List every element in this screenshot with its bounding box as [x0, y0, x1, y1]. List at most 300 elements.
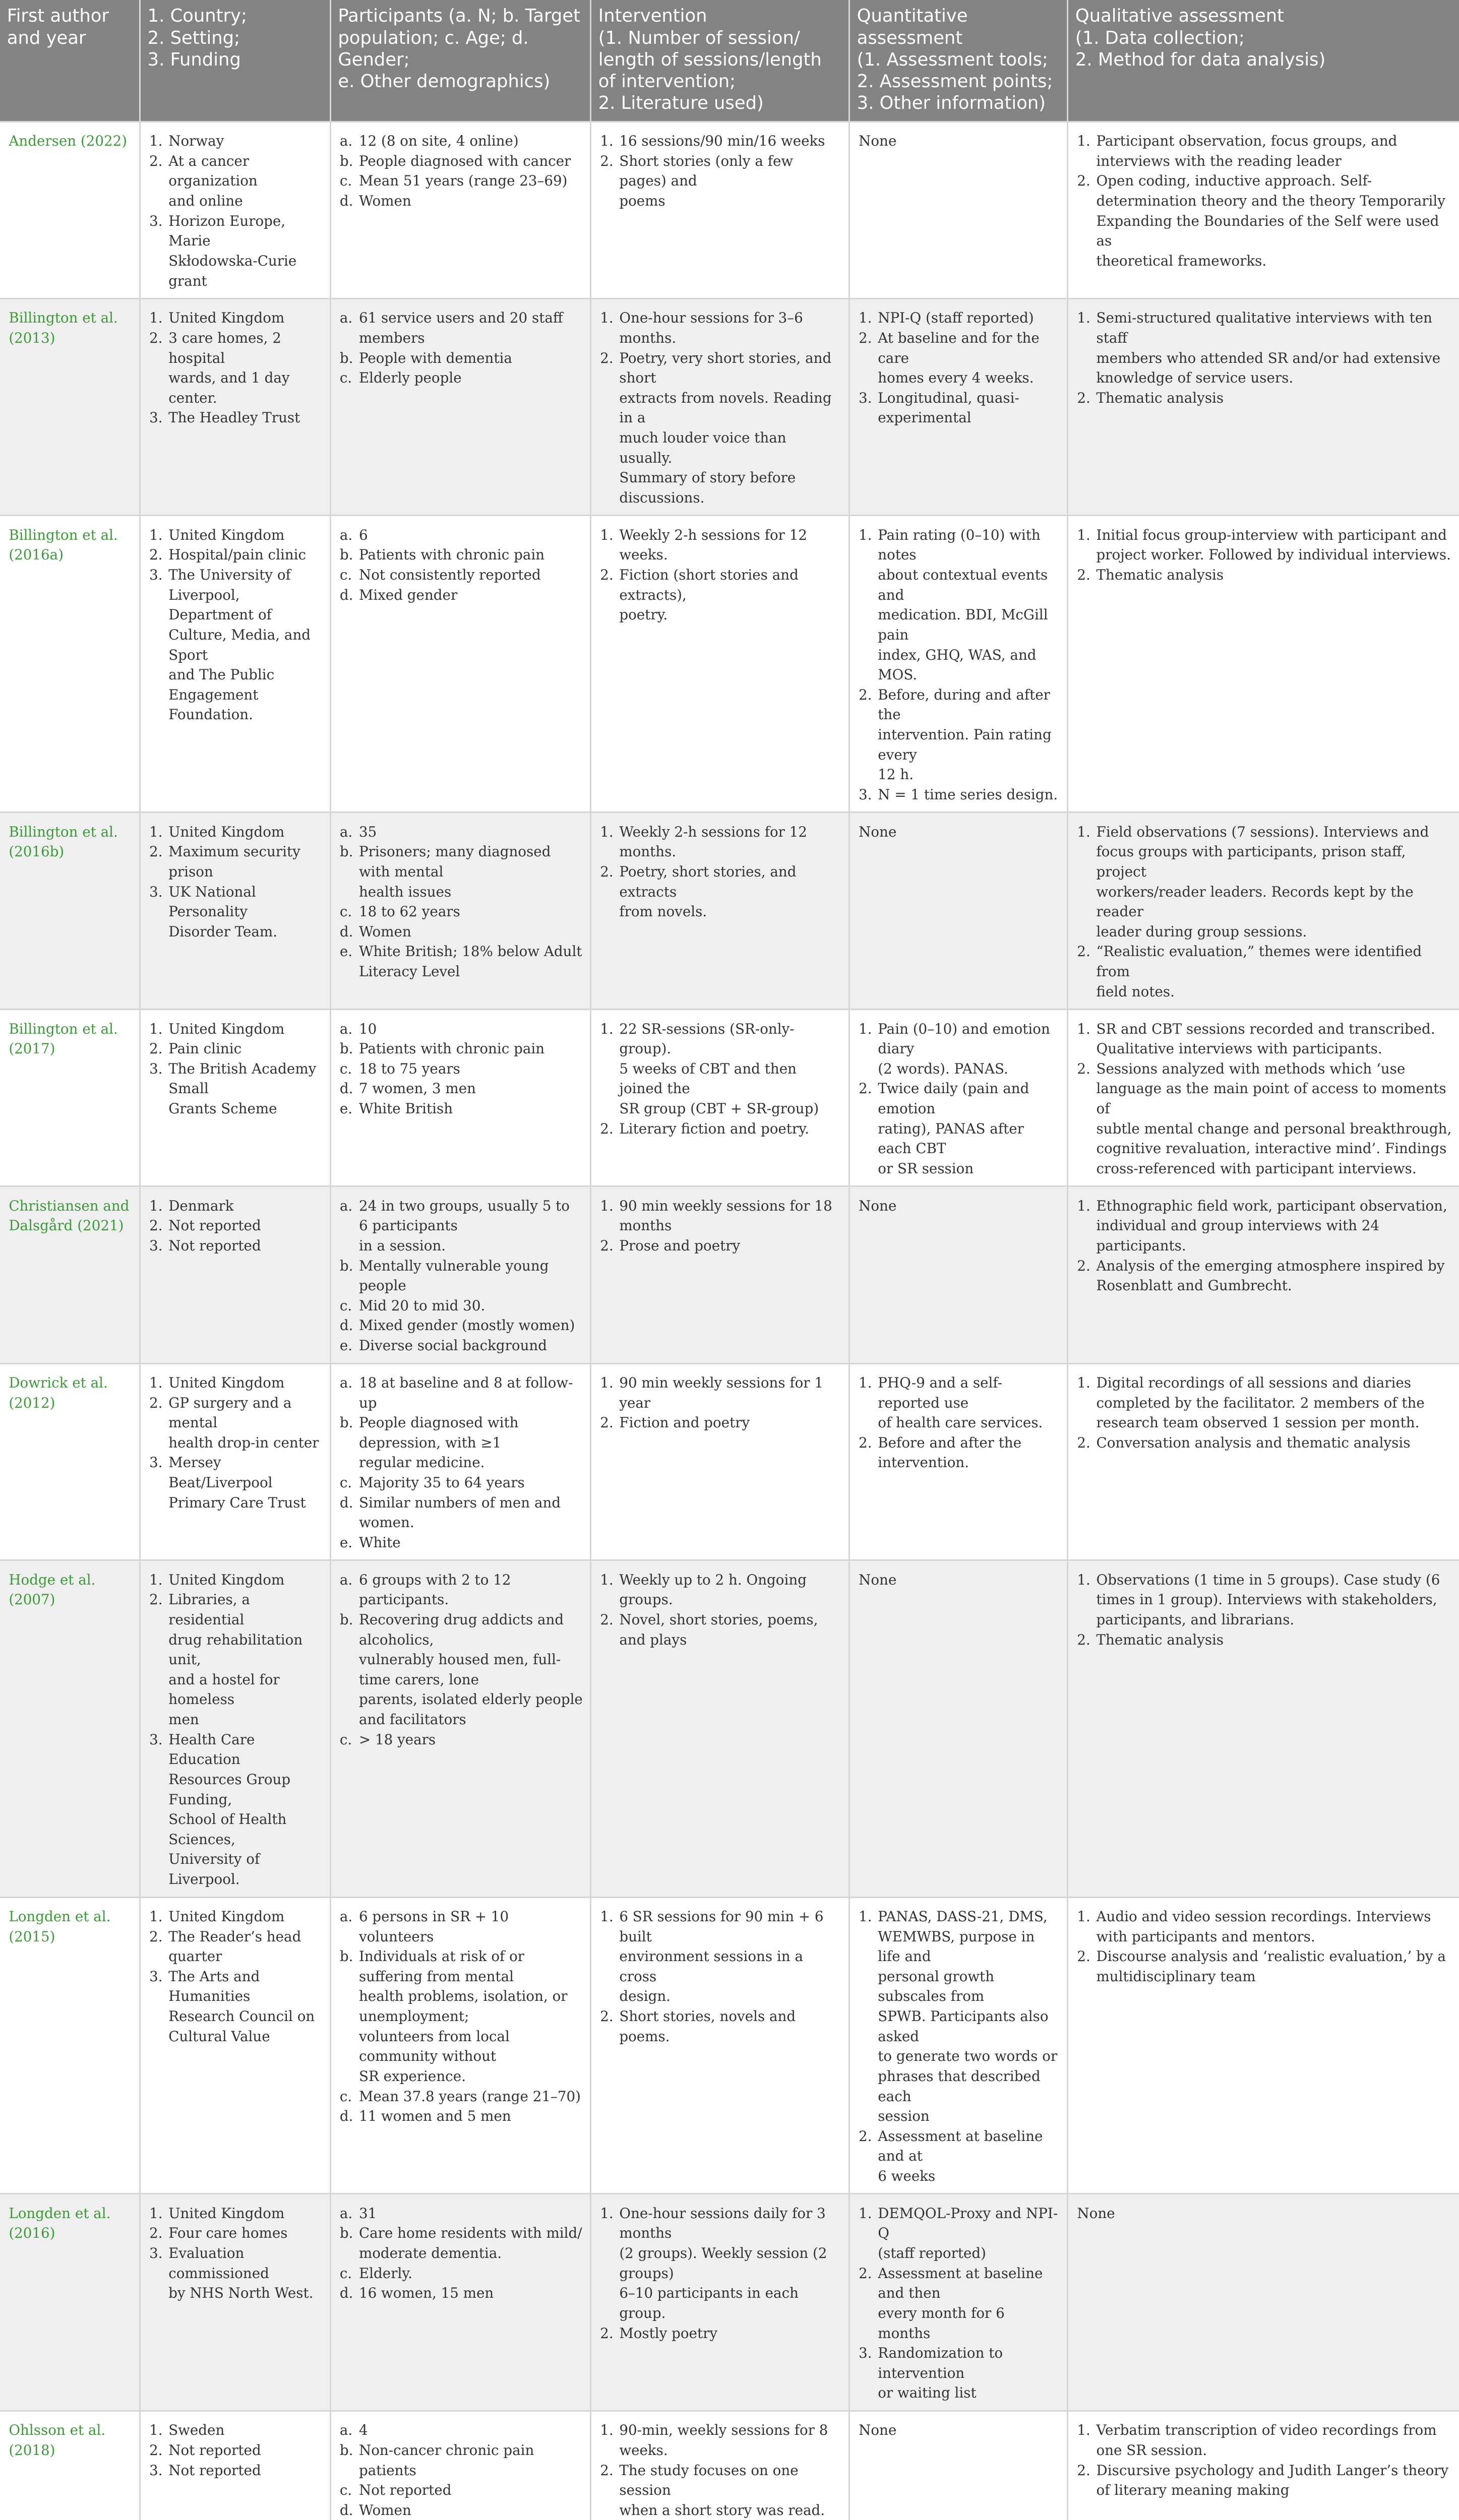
list-item: [859, 1196, 1060, 1216]
list-marker: 2.: [149, 2441, 163, 2459]
header-line: 2. Setting;: [147, 27, 240, 48]
list-item: [340, 2480, 583, 2500]
list-item: [149, 2420, 323, 2440]
list-marker: 2.: [859, 686, 872, 703]
cell-participants: [330, 1010, 590, 1186]
list-text: Elderly people: [358, 369, 462, 387]
list-text: Analysis of the emerging atmosphere inspired by: [1096, 1257, 1445, 1274]
list-marker: 1.: [600, 2422, 614, 2439]
list-text: (2 words). PANAS.: [878, 1060, 1008, 1077]
list-item: [149, 842, 323, 881]
list-text: Short stories (only a few pages) and: [619, 152, 794, 190]
list-item: [340, 1946, 583, 2086]
list-text: Summary of story before discussions.: [619, 469, 796, 506]
list-text: Discourse analysis and ‘realistic evaluation,’ by a: [1096, 1948, 1446, 1965]
list-text: individual and group interviews with 24: [1096, 1217, 1380, 1234]
list-text: None: [859, 1571, 897, 1588]
list-text: Thematic analysis: [1096, 1631, 1224, 1648]
author-line: (2015): [9, 1928, 55, 1945]
list-text: White British: [358, 1100, 453, 1117]
list-text: Liverpool, Department of: [168, 586, 272, 623]
list-text: cognitive revaluation, interactive mind’. Findings: [1096, 1140, 1447, 1157]
list-marker: a.: [339, 1374, 353, 1391]
header-qual: [1068, 0, 1459, 121]
list-marker: 2.: [149, 1217, 163, 1234]
list-text: DEMQOL-Proxy and NPI-Q: [878, 2204, 1058, 2242]
list-marker: 1.: [859, 1374, 872, 1391]
list-item: [600, 1019, 841, 1119]
list-text: Not reported: [168, 2441, 261, 2459]
list-text: workers/reader leaders. Records kept by the reader: [1096, 883, 1414, 920]
table-row: [0, 1560, 1459, 1897]
list-text: People with dementia: [358, 349, 512, 366]
cell-quant: [849, 2194, 1067, 2411]
list-marker: 2.: [1077, 1257, 1090, 1274]
cell-country: [140, 2194, 330, 2411]
list-marker: b.: [339, 152, 353, 169]
header-line: assessment: [857, 27, 963, 48]
cell-participants: [330, 2411, 590, 2520]
list-item: [149, 545, 323, 565]
list-item: [859, 131, 1060, 151]
list-item: [600, 348, 841, 508]
list-text: White: [358, 1534, 401, 1551]
list-marker: 3.: [149, 1968, 163, 1985]
cell-quant: [849, 1363, 1067, 1560]
header-country: [140, 0, 330, 121]
list-item: [149, 1039, 323, 1059]
list-text: cross-referenced with participant interviews.: [1096, 1160, 1417, 1177]
list-marker: c.: [339, 2264, 352, 2282]
cell-participants: [330, 1363, 590, 1560]
list-item: [149, 1570, 323, 1590]
header-line: Quantitative: [857, 6, 968, 27]
list-text: Grants Scheme: [168, 1100, 277, 1117]
list-text: 12 h.: [878, 766, 914, 783]
list-item: [340, 1373, 583, 1413]
header-line: Qualitative assessment: [1075, 6, 1285, 27]
list-text: United Kingdom: [168, 1908, 285, 1925]
list-text: > 18 years: [358, 1731, 436, 1748]
table-row: [0, 2194, 1459, 2411]
list-text: Mostly poetry: [619, 2324, 717, 2342]
list-text: experimental: [878, 409, 971, 426]
cell-participants: [330, 2194, 590, 2411]
list-text: 18 to 75 years: [358, 1060, 460, 1077]
list-marker: 1.: [149, 1571, 163, 1588]
list-item: [340, 368, 583, 388]
list-marker: 2.: [1077, 566, 1090, 583]
list-text: Prose and poetry: [619, 1237, 741, 1254]
cell-intervention: [590, 516, 849, 812]
list-marker: 2.: [149, 1394, 163, 1411]
cell-quant: [849, 812, 1067, 1010]
list-text: Twice daily (pain and emotion: [878, 1080, 1029, 1117]
list-item: [1077, 525, 1452, 565]
list-marker: a.: [339, 1571, 353, 1588]
list-item: [149, 1373, 323, 1393]
list-text: NPI-Q (staff reported): [878, 309, 1034, 327]
list-text: intervention.: [878, 1454, 969, 1471]
list-item: [340, 2500, 583, 2520]
author-line: Billington et al.: [9, 309, 118, 327]
author-line: Christiansen and: [9, 1197, 130, 1214]
header-line: 3. Funding: [147, 49, 241, 70]
list-text: 24 in two groups, usually 5 to 6 participants: [358, 1197, 570, 1234]
author-line: Andersen (2022): [9, 133, 128, 150]
header-line: 2. Method for data analysis): [1075, 49, 1326, 70]
list-item: [340, 131, 583, 151]
list-marker: 3.: [149, 212, 163, 229]
list-item: [600, 1610, 841, 1650]
list-marker: 1.: [600, 309, 614, 327]
list-text: (2 groups). Weekly session (2 groups): [619, 2245, 827, 2282]
list-text: Norway: [168, 133, 224, 150]
list-text: 22 SR-sessions (SR-only-group).: [619, 1020, 795, 1057]
cell-intervention: [590, 1363, 849, 1560]
header-line: 3. Other information): [857, 92, 1046, 113]
list-text: Pain rating (0–10) with notes: [878, 526, 1041, 563]
list-text: personal growth subscales from: [878, 1968, 995, 2005]
cell-author: [0, 2411, 140, 2520]
list-item: [600, 2461, 841, 2520]
list-marker: d.: [339, 193, 353, 209]
list-item: [859, 822, 1060, 842]
list-item: [149, 308, 323, 328]
list-marker: 2.: [1077, 1060, 1090, 1077]
list-marker: 1.: [149, 823, 163, 840]
cell-intervention: [590, 121, 849, 298]
list-marker: 2.: [149, 152, 163, 169]
header-line: population; c. Age; d. Gender;: [338, 27, 529, 70]
list-item: [600, 862, 841, 922]
author-line: (2013): [9, 329, 55, 346]
list-marker: c.: [339, 1731, 352, 1748]
list-marker: 2.: [149, 1591, 163, 1608]
list-marker: 1.: [1077, 2422, 1090, 2439]
list-marker: 2.: [600, 566, 614, 583]
list-item: [340, 1336, 583, 1356]
list-text: participants.: [1096, 1237, 1186, 1254]
list-item: [1077, 1059, 1452, 1179]
list-item: [859, 2343, 1060, 2403]
list-text: to generate two words or: [878, 2048, 1058, 2065]
list-item: [149, 1196, 323, 1216]
list-marker: 1.: [600, 1374, 614, 1391]
list-text: WEMWBS, purpose in life and: [878, 1928, 1035, 1965]
list-marker: 3.: [859, 389, 872, 406]
list-item: [859, 2126, 1060, 2186]
list-text: 6 SR sessions for 90 min + 6 built: [619, 1908, 824, 1945]
list-item: [149, 151, 323, 211]
list-marker: d.: [339, 1494, 353, 1511]
list-text: At baseline and for the care: [878, 329, 1040, 366]
list-marker: 2.: [859, 1080, 872, 1097]
list-text: Individuals at risk of or suffering from mental: [358, 1948, 525, 1985]
list-text: or SR session: [878, 1160, 974, 1177]
list-marker: 1.: [149, 1908, 163, 1925]
list-item: [1077, 2203, 1452, 2224]
list-text: The University of: [168, 566, 291, 583]
list-item: [1077, 565, 1452, 585]
list-text: Four care homes: [168, 2225, 288, 2242]
list-marker: 1.: [600, 1908, 614, 1925]
table-row: [0, 1186, 1459, 1363]
list-text: moderate dementia.: [358, 2245, 502, 2262]
list-item: [149, 1059, 323, 1119]
list-text: Women: [358, 2501, 411, 2518]
list-item: [859, 685, 1060, 785]
list-text: vulnerably housed men, full-time carers, lone: [358, 1651, 561, 1688]
list-item: [340, 2203, 583, 2224]
header-line: 1. Country;: [147, 6, 247, 27]
list-marker: 1.: [149, 2204, 163, 2222]
cell-qual: [1068, 298, 1459, 515]
list-text: parents, isolated elderly people: [358, 1691, 583, 1708]
list-text: 90 min weekly sessions for 18 months: [619, 1197, 832, 1234]
list-marker: 3.: [149, 1237, 163, 1254]
list-item: [340, 922, 583, 942]
list-text: health problems, isolation, or unemployment;: [358, 1988, 568, 2025]
list-text: field notes.: [1096, 983, 1175, 1000]
list-text: members who attended SR and/or had extensive: [1096, 349, 1441, 366]
list-marker: a.: [339, 1020, 353, 1037]
list-item: [600, 2420, 841, 2460]
list-text: Qualitative interviews with participants.: [1096, 1040, 1382, 1057]
list-text: The study focuses on one session: [619, 2462, 799, 2499]
list-text: White British; 18% below Adult: [358, 943, 582, 960]
list-text: session: [878, 2108, 930, 2125]
list-text: United Kingdom: [168, 1571, 285, 1588]
list-item: [859, 1570, 1060, 1590]
list-text: 3 care homes, 2 hospital: [168, 329, 281, 366]
list-text: Not reported: [168, 1237, 261, 1254]
list-marker: 1.: [1077, 526, 1090, 543]
author-line: (2016a): [9, 546, 64, 563]
list-text: Weekly up to 2 h. Ongoing groups.: [619, 1571, 807, 1608]
list-marker: 1.: [149, 526, 163, 543]
list-marker: a.: [339, 823, 353, 840]
list-text: completed by the facilitator. 2 members of the: [1096, 1394, 1425, 1411]
list-marker: 2.: [1077, 1434, 1090, 1451]
header-line: First author: [7, 6, 109, 27]
list-item: [1077, 131, 1452, 171]
list-text: Culture, Media, and Sport: [168, 626, 311, 663]
list-text: University of Liverpool.: [168, 1851, 260, 1888]
list-marker: 1.: [149, 309, 163, 327]
list-item: [1077, 1196, 1452, 1256]
list-text: Assessment at baseline and then: [878, 2264, 1043, 2302]
list-marker: 2.: [149, 1040, 163, 1057]
list-item: [340, 1099, 583, 1119]
list-marker: a.: [339, 309, 353, 327]
list-item: [1077, 1570, 1452, 1630]
cell-author: [0, 1186, 140, 1363]
list-marker: 2.: [600, 1237, 614, 1254]
list-item: [1077, 1373, 1452, 1433]
list-marker: c.: [339, 1060, 352, 1077]
author-line: Billington et al.: [9, 1020, 118, 1037]
header-line: (1. Assessment tools;: [857, 49, 1048, 70]
list-text: Audio and video session recordings. Interviews: [1096, 1908, 1431, 1925]
list-item: [149, 1927, 323, 1967]
list-text: determination theory and the theory Temporarily: [1096, 193, 1445, 209]
list-text: 18 to 62 years: [358, 903, 460, 920]
list-text: School of Health Sciences,: [168, 1811, 287, 1848]
list-item: [1077, 1019, 1452, 1059]
list-text: United Kingdom: [168, 526, 285, 543]
author-line: Dalsgård (2021): [9, 1217, 124, 1234]
list-item: [859, 308, 1060, 328]
list-marker: b.: [339, 843, 353, 860]
list-item: [600, 2006, 841, 2046]
cell-participants: [330, 1560, 590, 1897]
list-item: [149, 131, 323, 151]
list-marker: d.: [339, 1317, 353, 1334]
list-item: [1077, 2420, 1452, 2460]
list-text: Ethnographic field work, participant observation,: [1096, 1197, 1447, 1214]
table-row: [0, 516, 1459, 812]
cell-quant: [849, 1560, 1067, 1897]
header-quant: [849, 0, 1067, 121]
list-item: [340, 941, 583, 981]
list-text: N = 1 time series design.: [878, 786, 1058, 803]
list-text: Non-cancer chronic pain patients: [358, 2441, 534, 2479]
author-line: Ohlsson et al.: [9, 2422, 106, 2439]
list-item: [600, 822, 841, 862]
list-marker: e.: [339, 943, 353, 960]
list-item: [340, 1907, 583, 1946]
list-marker: c.: [339, 2088, 352, 2105]
list-text: Weekly 2-h sessions for 12 months.: [619, 823, 807, 860]
list-item: [149, 2223, 323, 2243]
list-text: Mean 37.8 years (range 21–70): [358, 2088, 581, 2105]
list-text: Hospital/pain clinic: [168, 546, 307, 563]
list-text: poems: [619, 193, 665, 209]
list-text: with participants and mentors.: [1096, 1928, 1315, 1945]
list-text: interviews with the reading leader: [1096, 152, 1342, 169]
list-item: [149, 2203, 323, 2224]
list-item: [149, 882, 323, 942]
list-text: and online: [168, 193, 243, 209]
cell-author: [0, 1897, 140, 2194]
list-text: index, GHQ, WAS, and MOS.: [878, 646, 1037, 683]
list-item: [600, 131, 841, 151]
list-text: Rosenblatt and Gumbrecht.: [1096, 1277, 1292, 1294]
list-text: Weekly 2-h sessions for 12 weeks.: [619, 526, 807, 563]
list-text: Literacy Level: [358, 963, 460, 980]
list-text: People diagnosed with cancer: [358, 152, 571, 169]
list-marker: d.: [339, 2285, 353, 2302]
list-text: design.: [619, 1988, 671, 2005]
cell-author: [0, 121, 140, 298]
list-marker: 1.: [1077, 1374, 1090, 1391]
list-text: Mixed gender: [358, 586, 458, 603]
list-marker: 2.: [859, 2264, 872, 2282]
list-marker: 2.: [1077, 172, 1090, 190]
list-item: [600, 1119, 841, 1139]
list-item: [340, 1610, 583, 1730]
author-line: (2016): [9, 2225, 55, 2242]
list-text: Patients with chronic pain: [358, 1040, 545, 1057]
list-marker: 2.: [600, 2462, 614, 2479]
list-text: Cultural Value: [168, 2028, 270, 2045]
list-item: [340, 1296, 583, 1316]
list-marker: 1.: [859, 2204, 872, 2222]
list-item: [1077, 1256, 1452, 1296]
list-text: Initial focus group-interview with participant and: [1096, 526, 1447, 543]
cell-qual: [1068, 2411, 1459, 2520]
list-item: [1077, 308, 1452, 388]
list-marker: 2.: [859, 329, 872, 346]
list-item: [149, 565, 323, 725]
list-item: [149, 1907, 323, 1927]
list-text: People diagnosed with depression, with ≥1: [358, 1414, 519, 1451]
list-item: [149, 328, 323, 408]
list-text: Participant observation, focus groups, and: [1096, 133, 1397, 150]
list-marker: 3.: [149, 2245, 163, 2262]
list-text: 90-min, weekly sessions for 8 weeks.: [619, 2422, 828, 2459]
list-marker: b.: [339, 1948, 353, 1965]
list-text: Similar numbers of men and women.: [358, 1494, 561, 1531]
cell-qual: [1068, 1560, 1459, 1897]
list-marker: 1.: [859, 1908, 872, 1925]
cell-participants: [330, 812, 590, 1010]
list-marker: 3.: [149, 566, 163, 583]
cell-country: [140, 516, 330, 812]
list-item: [1077, 1946, 1452, 1986]
list-item: [149, 1730, 323, 1889]
header-line: Intervention: [598, 6, 707, 27]
cell-author: [0, 812, 140, 1010]
list-text: Pain (0–10) and emotion diary: [878, 1020, 1050, 1057]
header-line: 2. Literature used): [598, 92, 764, 113]
list-text: theoretical frameworks.: [1096, 252, 1267, 269]
list-marker: b.: [339, 1611, 353, 1628]
author-line: (2017): [9, 1040, 55, 1057]
list-text: Poetry, short stories, and extracts: [619, 863, 797, 900]
cell-intervention: [590, 2194, 849, 2411]
list-marker: 1.: [1077, 1197, 1090, 1214]
list-item: [1077, 822, 1452, 942]
list-text: Longitudinal, quasi-: [878, 389, 1019, 406]
list-text: 16 women, 15 men: [358, 2285, 494, 2302]
list-marker: 1.: [149, 133, 163, 150]
list-text: 35: [358, 823, 377, 840]
author-line: Dowrick et al.: [9, 1374, 108, 1391]
table-body: [0, 121, 1459, 2520]
list-item: [1077, 1907, 1452, 1946]
list-text: One-hour sessions daily for 3 months: [619, 2204, 826, 2242]
author-line: Billington et al.: [9, 526, 118, 543]
author-line: Hodge et al.: [9, 1571, 96, 1588]
list-item: [340, 308, 583, 348]
list-item: [859, 1019, 1060, 1079]
list-marker: 3.: [859, 2345, 872, 2362]
cell-qual: [1068, 2194, 1459, 2411]
list-item: [600, 1236, 841, 1256]
list-item: [340, 171, 583, 191]
header-line: (1. Data collection;: [1075, 27, 1245, 48]
list-item: [600, 525, 841, 565]
list-text: United Kingdom: [168, 823, 285, 840]
list-marker: b.: [339, 546, 353, 563]
list-marker: 2.: [600, 349, 614, 366]
list-item: [340, 2283, 583, 2303]
list-text: health issues: [358, 883, 452, 900]
list-text: poetry.: [619, 606, 668, 623]
list-marker: 1.: [149, 1197, 163, 1214]
